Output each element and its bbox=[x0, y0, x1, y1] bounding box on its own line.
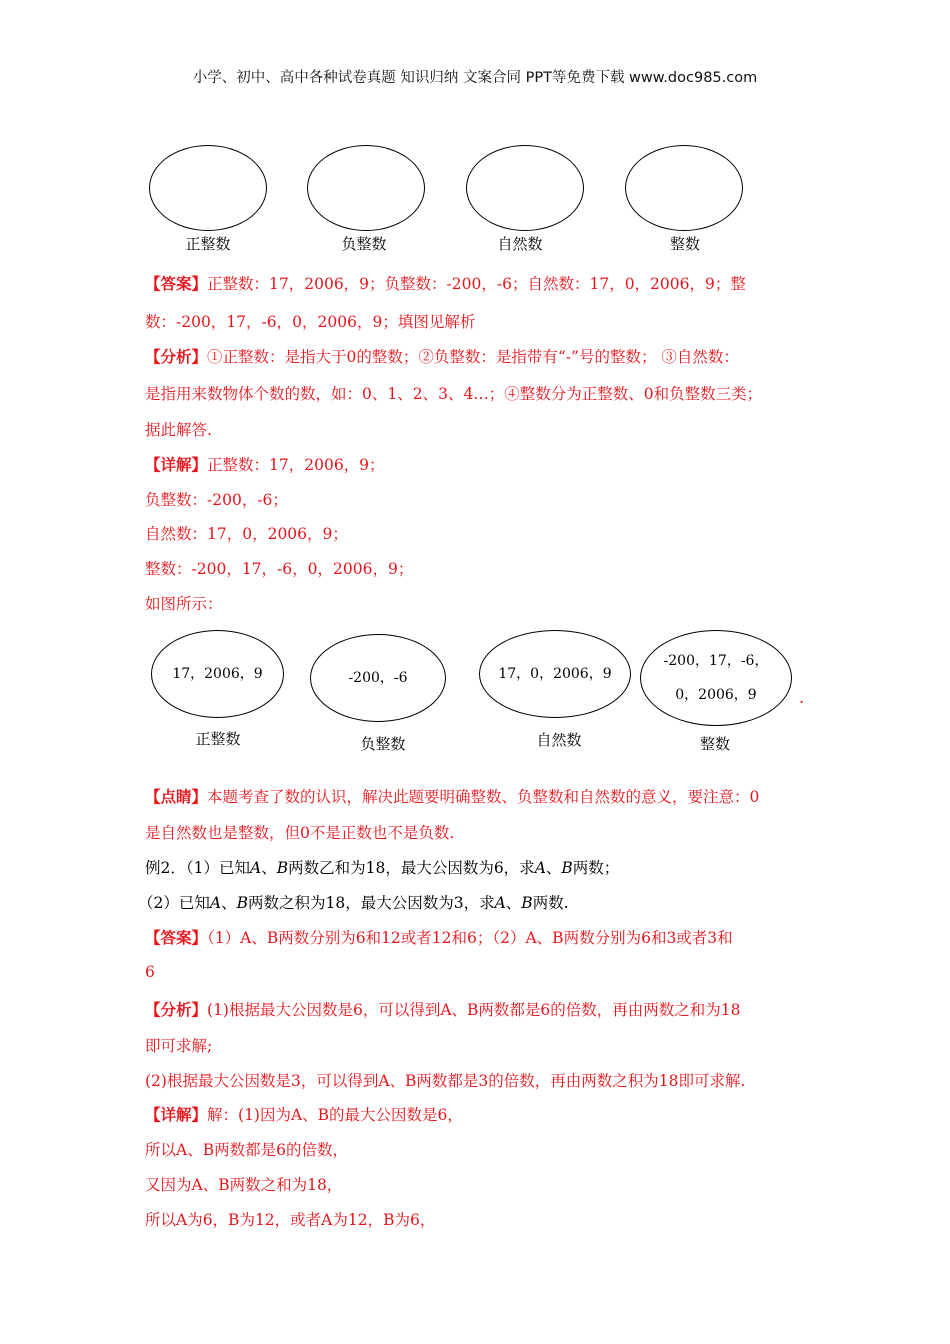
ex2-q1-part: 两数； bbox=[572, 859, 620, 877]
positive-integers-set: 17，2006，9 bbox=[172, 666, 263, 682]
var-b: B bbox=[521, 894, 533, 912]
ex2-q1-part: 例2．（1）已知 bbox=[145, 859, 250, 877]
ex2-q2-part: 两数. bbox=[532, 894, 569, 912]
positive-integers-ellipse bbox=[151, 630, 284, 718]
natural-numbers-ellipse-empty bbox=[466, 145, 584, 231]
ex1-comment-text-1: 本题考查了数的认识，解决此题要明确整数、负整数和自然数的意义，要注意：0 bbox=[207, 788, 760, 806]
natural-numbers-set: 17，0，2006，9 bbox=[498, 666, 612, 682]
page-header: 小学、初中、高中各种试卷真题 知识归纳 文案合同 PPT等免费下载 www.doc985.com bbox=[192, 70, 758, 86]
positive-integers-ellipse-empty bbox=[149, 145, 267, 231]
ex1-detail-line-1 bbox=[145, 453, 815, 475]
integers-set-line-2: 0，2006，9 bbox=[675, 687, 757, 703]
ex2-analysis-text-1: (1)根据最大公因数是6，可以得到A、B两数都是6的倍数，再由两数之和为18 bbox=[207, 1001, 741, 1019]
ex2-detail-text-1: 解：(1)因为A、B的最大公因数是6， bbox=[207, 1106, 463, 1124]
negative-integers-ellipse-empty bbox=[307, 145, 425, 231]
ex2-q1-part: 两数乙和为18，最大公因数为6，求 bbox=[288, 859, 535, 877]
ex2-q2-part: （2）已知 bbox=[138, 894, 210, 912]
ex1-detail-text-1: 正整数：17，2006，9； bbox=[207, 456, 385, 474]
caption-integers: 整数 bbox=[669, 235, 700, 253]
ex2-detail-line-3: 又因为A、B两数之和为18， bbox=[145, 1176, 343, 1194]
caption-negative-integers: 负整数 bbox=[341, 235, 387, 253]
negative-integers-ellipse bbox=[310, 634, 446, 722]
ex1-comment-tag: 【点睛】 bbox=[145, 787, 208, 806]
ex2-analysis-line-3: (2)根据最大公因数是3，可以得到A、B两数都是3的倍数，再由两数之积为18即可求解. bbox=[145, 1072, 746, 1090]
var-b: B bbox=[236, 894, 248, 912]
caption2-integers: 整数 bbox=[699, 735, 730, 753]
ex2-answer-line-2: 6 bbox=[145, 963, 155, 981]
ex1-detail-line-3: 自然数：17，0，2006，9； bbox=[145, 525, 348, 543]
ex1-analysis-tag: 【分析】 bbox=[145, 347, 208, 366]
ex2-q2-part: 、 bbox=[505, 894, 522, 912]
ex2-detail-line-4: 所以A为6，B为12，或者A为12，B为6， bbox=[145, 1211, 436, 1229]
var-a: A bbox=[494, 894, 506, 912]
ex2-answer-line-1 bbox=[145, 926, 815, 948]
ex1-comment-line-2: 是自然数也是整数，但0不是正数也不是负数. bbox=[145, 824, 455, 842]
caption-natural-numbers: 自然数 bbox=[497, 235, 543, 253]
ex2-analysis-line-2: 即可求解; bbox=[145, 1037, 213, 1055]
ex1-comment-line-1 bbox=[145, 785, 815, 807]
ex1-detail-tag: 【详解】 bbox=[145, 455, 208, 474]
ex2-question-2 bbox=[138, 891, 808, 913]
ex1-analysis-line-2: 是指用来数物体个数的数，如：0、1、2、3、4…；④整数分为正整数、0和负整数三类； bbox=[145, 385, 763, 403]
integers-set-line-1: -200，17，-6， bbox=[663, 653, 769, 669]
ex1-answer-line-1 bbox=[145, 272, 815, 294]
ex1-answer-line-2: 数：-200，17，-6，0，2006，9；填图见解析 bbox=[145, 313, 476, 331]
negative-integers-set: -200，-6 bbox=[348, 670, 408, 686]
caption2-natural-numbers: 自然数 bbox=[536, 731, 582, 749]
ex2-q1-part: 、 bbox=[545, 859, 562, 877]
natural-numbers-ellipse bbox=[479, 630, 631, 718]
ex2-analysis-line-1 bbox=[145, 998, 815, 1020]
var-b: B bbox=[561, 859, 573, 877]
ex1-detail-line-2: 负整数：-200，-6； bbox=[145, 491, 288, 509]
ex2-detail-line-1 bbox=[145, 1103, 815, 1125]
ex2-detail-line-2: 所以A、B两数都是6的倍数， bbox=[145, 1141, 348, 1159]
var-a: A bbox=[249, 859, 262, 877]
ex2-question-1 bbox=[145, 856, 815, 878]
ex2-answer-text-1: （1）A、B两数分别为6和12或者12和6；（2）A、B两数分别为6和3或者3和 bbox=[207, 929, 733, 947]
ex1-answer-tag: 【答案】 bbox=[145, 274, 208, 293]
ex2-q1-part: 、 bbox=[261, 859, 277, 877]
diagram-trailing-dot: . bbox=[799, 688, 805, 707]
ex1-analysis-line-1 bbox=[145, 345, 815, 367]
ex1-analysis-text-1: ①正整数：是指大于0的整数；②负整数：是指带有“-”号的整数； ③自然数： bbox=[207, 348, 739, 366]
ex2-q2-part: 两数之积为18，最大公因数为3，求 bbox=[247, 894, 495, 912]
caption-positive-integers: 正整数 bbox=[185, 235, 231, 253]
ex2-analysis-tag: 【分析】 bbox=[145, 1000, 208, 1019]
var-b: B bbox=[276, 859, 289, 877]
var-a: A bbox=[534, 859, 546, 877]
var-a: A bbox=[209, 894, 222, 912]
integers-set bbox=[664, 644, 769, 712]
ex1-answer-text-1: 正整数：17，2006，9；负整数：-200，-6；自然数：17，0，2006，9；整 bbox=[207, 275, 746, 293]
integers-ellipse-empty bbox=[625, 145, 743, 231]
ex1-detail-line-4: 整数：-200，17，-6，0，2006，9； bbox=[145, 560, 414, 578]
ex2-detail-tag: 【详解】 bbox=[145, 1105, 208, 1124]
caption2-negative-integers: 负整数 bbox=[360, 735, 406, 753]
ex2-answer-tag: 【答案】 bbox=[145, 928, 208, 947]
caption2-positive-integers: 正整数 bbox=[195, 730, 241, 748]
ex1-analysis-line-3: 据此解答. bbox=[145, 421, 212, 439]
ex1-detail-line-5: 如图所示： bbox=[145, 595, 223, 613]
ex2-q2-part: 、 bbox=[221, 894, 237, 912]
integers-ellipse bbox=[640, 630, 792, 726]
